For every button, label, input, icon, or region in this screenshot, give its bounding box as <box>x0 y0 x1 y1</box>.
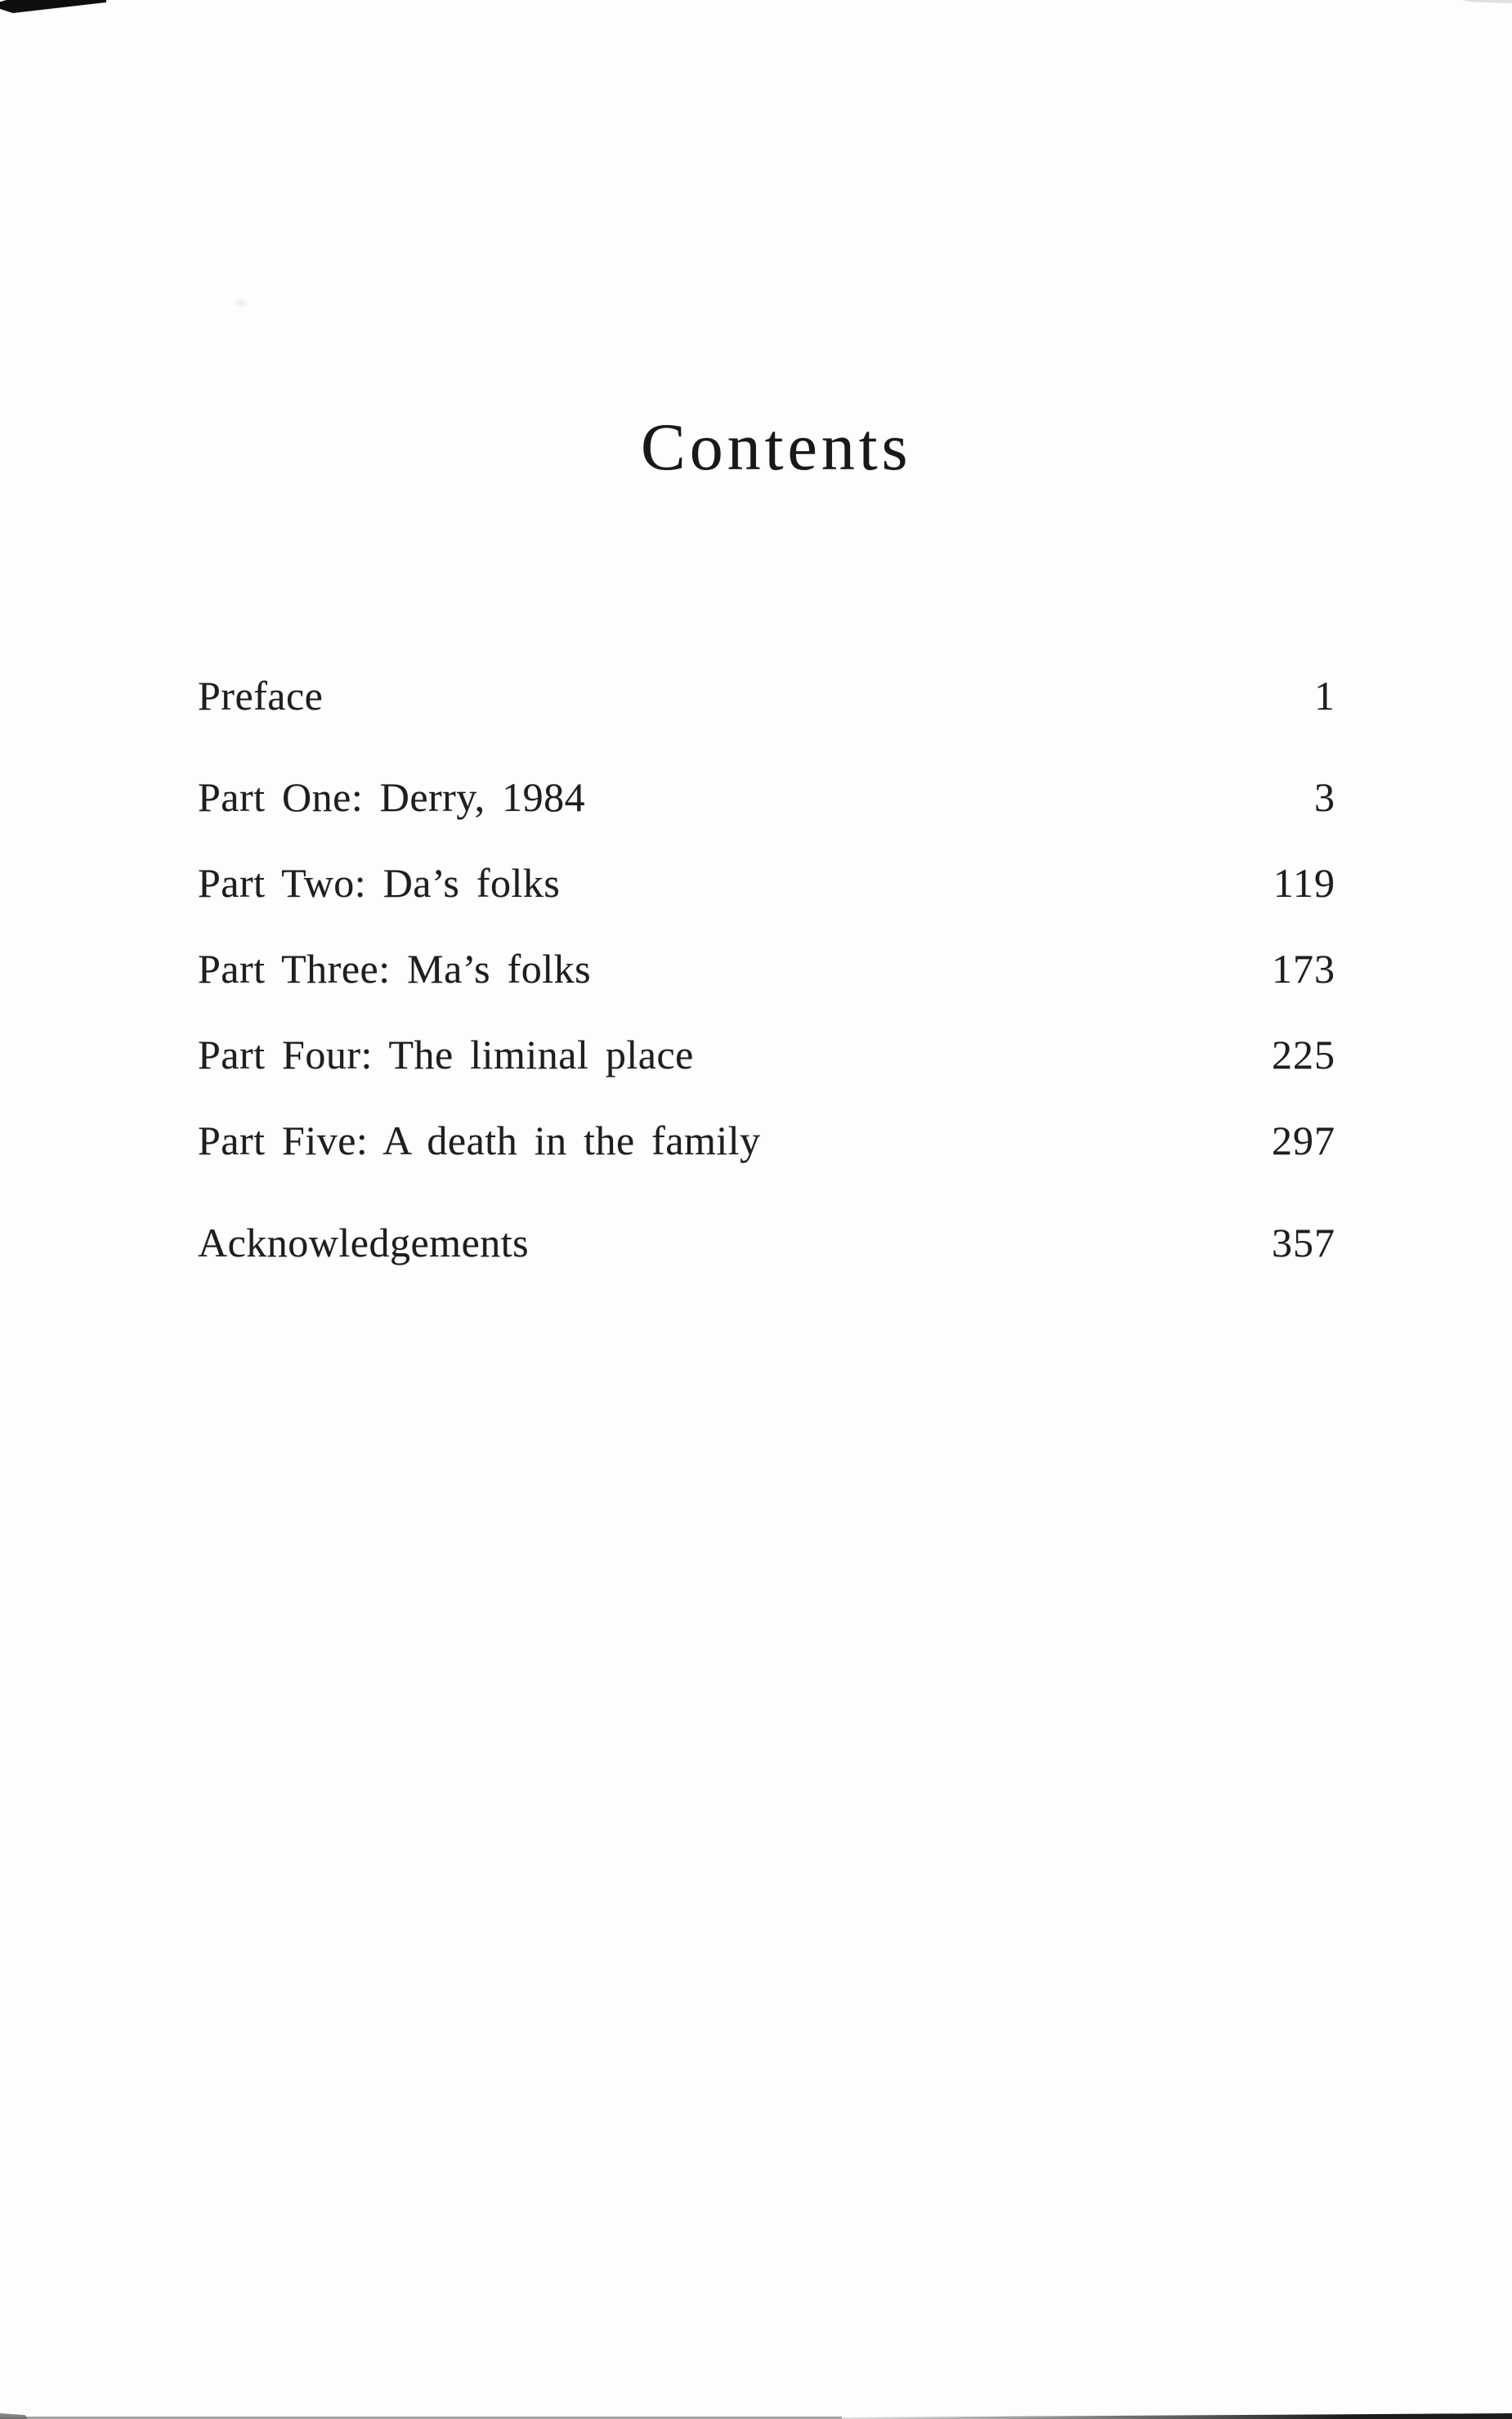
page-title: Contents <box>641 410 912 484</box>
toc-entry <box>198 1222 1335 1263</box>
toc-entry-page-number: 119 <box>1273 860 1335 906</box>
toc-entry-page-number: 297 <box>1272 1118 1335 1163</box>
toc-entry-page-number: 357 <box>1272 1220 1335 1265</box>
toc-entry-label: Part Three: Ma’s folks <box>198 946 592 992</box>
toc-entry-label: Acknowledgements <box>198 1220 530 1265</box>
scan-artifact-bottom-left-blob <box>0 2413 28 2419</box>
toc-entry-page-number: 225 <box>1272 1032 1335 1077</box>
toc-entry-label: Part Two: Da’s folks <box>198 860 561 906</box>
toc-entry-label: Part Four: The liminal place <box>198 1032 694 1077</box>
toc-entry <box>198 946 1335 992</box>
toc-entry-page-number: 3 <box>1314 774 1335 820</box>
toc-entry-label: Part One: Derry, 1984 <box>198 774 586 820</box>
table-of-contents <box>198 0 1335 2419</box>
scan-artifact-top-right-mark <box>1461 0 1512 3</box>
toc-entry <box>198 860 1335 906</box>
toc-entry <box>198 1034 1335 1075</box>
toc-entry-page-number: 173 <box>1272 946 1335 992</box>
toc-entry <box>198 1120 1335 1161</box>
scan-artifact-top-left-wedge <box>0 0 106 13</box>
toc-entry <box>198 673 1335 719</box>
toc-entry <box>198 774 1335 820</box>
toc-entry-label: Preface <box>198 673 324 719</box>
toc-entry-label: Part Five: A death in the family <box>198 1118 761 1163</box>
toc-entry-page-number: 1 <box>1314 673 1335 719</box>
